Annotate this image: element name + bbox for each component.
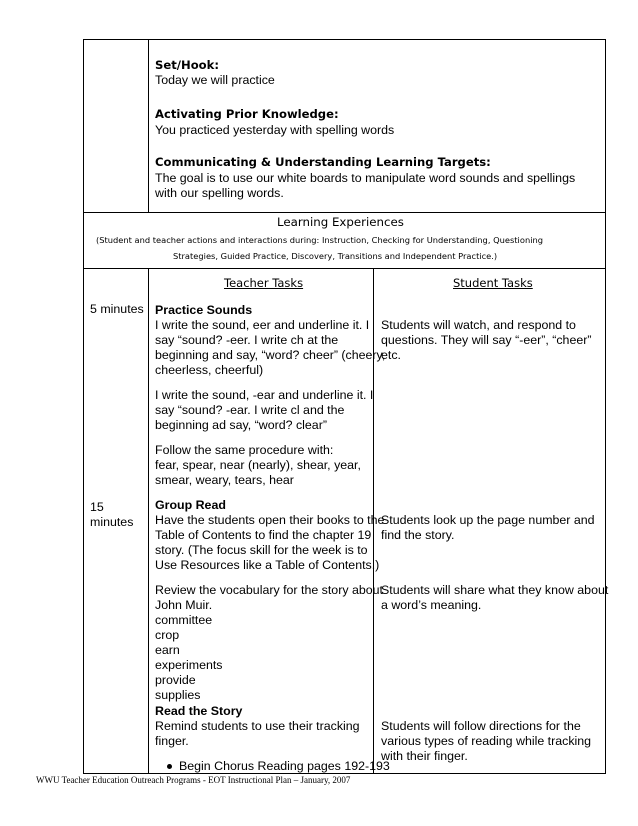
student-group-read-line: Students look up the page number and <box>381 513 595 527</box>
vocabulary-word: supplies <box>155 688 201 702</box>
learning-targets-heading: Communicating & Understanding Learning Targets: <box>155 155 491 169</box>
column-divider-left-top <box>148 40 149 213</box>
read-story-line: Remind students to use their tracking <box>155 719 360 733</box>
practice-line: I write the sound, -ear and underline it. I <box>155 388 374 402</box>
practice-line: cheerless, cheerful) <box>155 363 264 377</box>
group-read-heading: Group Read <box>155 498 226 512</box>
student-practice-line: Students will watch, and respond to <box>381 318 576 332</box>
set-hook-text: Today we will practice <box>155 73 275 87</box>
group-read-line: Use Resources like a Table of Contents.) <box>155 558 380 572</box>
practice-line: beginning ad say, “word? clear” <box>155 418 327 432</box>
row-divider-learning <box>84 268 605 269</box>
group-read-line: Table of Contents to find the chapter 19 <box>155 528 372 542</box>
bullet-dot-icon <box>167 764 172 769</box>
vocabulary-word: provide <box>155 673 196 687</box>
page-footer: WWU Teacher Education Outreach Programs - EOT Instructional Plan – January, 2007 <box>36 775 351 785</box>
student-tasks-header: Student Tasks <box>453 276 533 290</box>
student-read-story-line: various types of reading while tracking <box>381 734 592 748</box>
practice-line: beginning and say, “word? cheer” (cheery, <box>155 348 386 362</box>
row-divider-intro <box>84 212 605 213</box>
read-story-bullet-text: Begin Chorus Reading pages 192-193 <box>179 759 390 773</box>
student-practice-line: etc. <box>381 348 401 362</box>
practice-sounds-heading: Practice Sounds <box>155 303 253 317</box>
student-practice-line: questions. They will say “-eer”, “cheer” <box>381 333 592 347</box>
vocabulary-line: John Muir. <box>155 598 213 612</box>
practice-line: say “sound? -eer. I write ch at the <box>155 333 339 347</box>
set-hook-heading: Set/Hook: <box>155 58 219 72</box>
learning-targets-line: with our spelling words. <box>155 186 284 200</box>
student-vocabulary-line: a word’s meaning. <box>381 598 482 612</box>
group-read-line: Have the students open their books to the <box>155 513 385 527</box>
student-read-story-line: Students will follow directions for the <box>381 719 581 733</box>
practice-line: say “sound? -ear. I write cl and the <box>155 403 345 417</box>
practice-line: fear, spear, near (nearly), shear, year, <box>155 458 361 472</box>
learning-targets-line: The goal is to use our white boards to manipulate word sounds and spellings <box>155 171 576 185</box>
student-vocabulary-line: Students will share what they know about <box>381 583 609 597</box>
practice-line: I write the sound, eer and underline it. I <box>155 318 370 332</box>
learning-note-line: Strategies, Guided Practice, Discovery, Transitions and Independent Practice.) <box>173 251 498 261</box>
vocabulary-word: crop <box>155 628 180 642</box>
group-read-line: story. (The focus skill for the week is to <box>155 543 368 557</box>
practice-line: smear, weary, tears, hear <box>155 473 294 487</box>
student-read-story-line: with their finger. <box>381 749 468 763</box>
prior-knowledge-heading: Activating Prior Knowledge: <box>155 107 339 121</box>
learning-note-line: (Student and teacher actions and interactions during: Instruction, Checking for Understanding, Questioning <box>96 235 544 245</box>
vocabulary-line: Review the vocabulary for the story about <box>155 583 383 597</box>
prior-knowledge-text: You practiced yesterday with spelling words <box>155 123 395 137</box>
column-divider-time <box>148 268 149 774</box>
read-story-heading: Read the Story <box>155 704 243 718</box>
teacher-tasks-header: Teacher Tasks <box>224 276 304 290</box>
vocabulary-word: earn <box>155 643 180 657</box>
vocabulary-word: experiments <box>155 658 223 672</box>
read-story-line: finger. <box>155 734 189 748</box>
time-five-minutes: 5 minutes <box>90 302 144 316</box>
learning-experiences-title: Learning Experiences <box>277 215 404 229</box>
vocabulary-word: committee <box>155 613 213 627</box>
time-minutes: minutes <box>90 515 134 529</box>
student-group-read-line: find the story. <box>381 528 455 542</box>
time-fifteen: 15 <box>90 500 104 514</box>
practice-line: Follow the same procedure with: <box>155 443 334 457</box>
